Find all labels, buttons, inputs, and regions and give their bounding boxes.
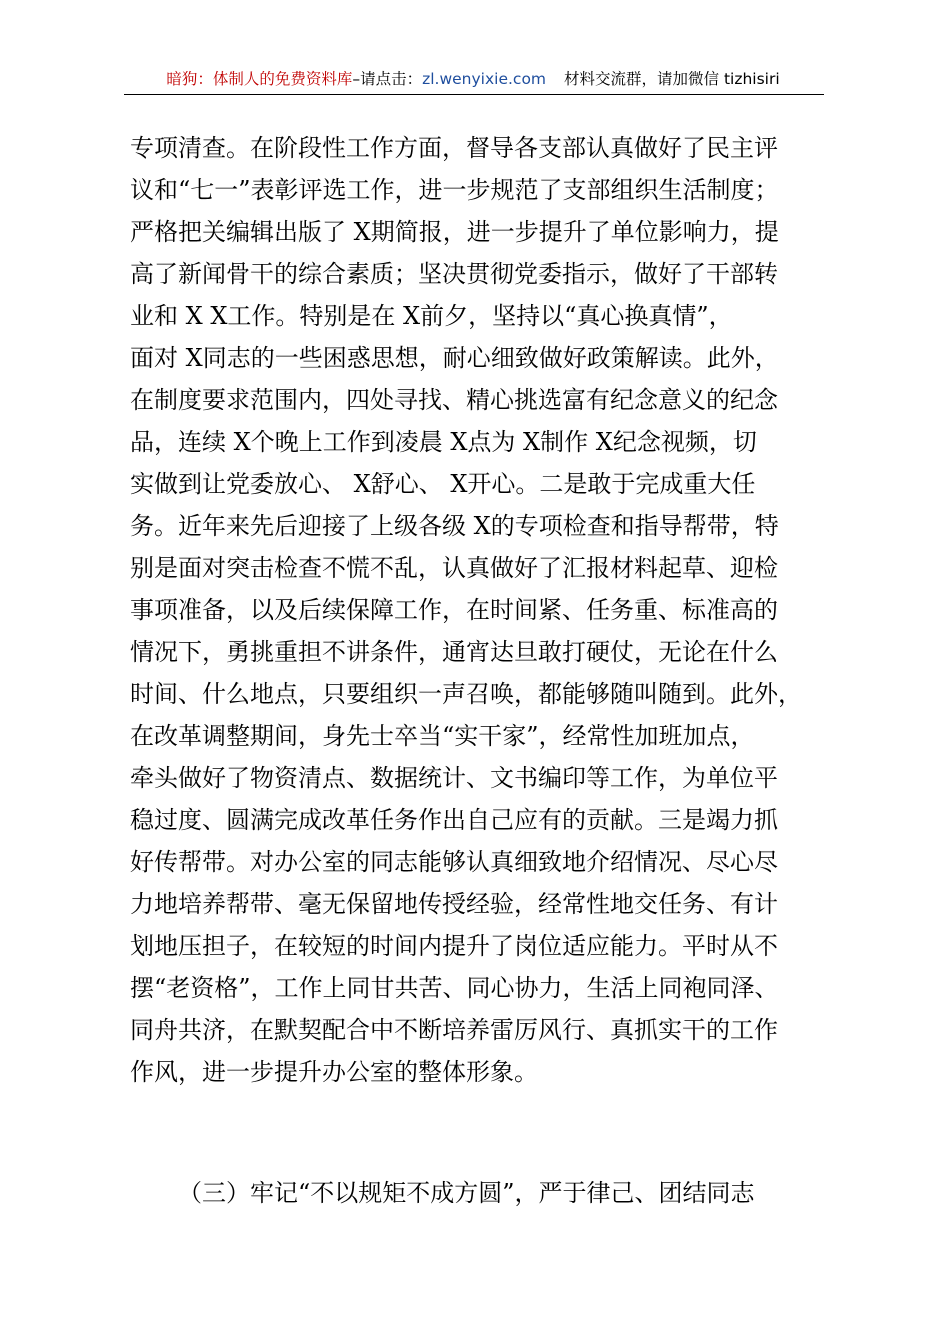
- body-line: 业和 X X工作。特别是在 X前夕，坚持以“真心换真情”，: [130, 302, 733, 330]
- body-line: 实做到让党委放心、 X舒心、 X开心。二是敢于完成重大任: [130, 470, 756, 498]
- body-line: 议和“七一”表彰评选工作，进一步规范了支部组织生活制度；: [130, 176, 779, 204]
- body-line: 在制度要求范围内，四处寻找、精心挑选富有纪念意义的纪念: [130, 386, 778, 414]
- body-line: 力地培养帮带、毫无保留地传授经验，经常性地交任务、有计: [130, 890, 778, 918]
- body-line: 同舟共济，在默契配合中不断培养雷厉风行、真抓实干的工作: [130, 1016, 778, 1044]
- body-line: 在改革调整期间，身先士卒当“实干家”，经常性加班加点，: [130, 722, 755, 750]
- body-line: 专项清查。在阶段性工作方面，督导各支部认真做好了民主评: [130, 134, 778, 162]
- header-url-link[interactable]: zl.wenyixie.com: [422, 70, 547, 88]
- body-line: 好传帮带。对办公室的同志能够认真细致地介绍情况、尽心尽: [130, 848, 778, 876]
- body-line: 时间、什么地点，只要组织一声召唤，都能够随叫随到。此外，: [130, 680, 802, 708]
- body-line: 牵头做好了物资清点、数据统计、文书编印等工作，为单位平: [130, 764, 778, 792]
- body-line: 品，连续 X个晚上工作到凌晨 X点为 X制作 X纪念视频，切: [130, 428, 757, 456]
- body-line: 作风，进一步提升办公室的整体形象。: [130, 1058, 538, 1086]
- body-line: 情况下，勇挑重担不讲条件，通宵达旦敢打硬仗，无论在什么: [130, 638, 778, 666]
- header-group-note: 材料交流群，请加微信 tizhisiri: [564, 70, 780, 88]
- body-line: 划地压担子，在较短的时间内提升了岗位适应能力。平时从不: [130, 932, 778, 960]
- header-click-prompt: –请点击：: [352, 70, 423, 88]
- section-heading: （三）牢记“不以规矩不成方圆”，严于律己、团结同志: [178, 1179, 755, 1207]
- page-header: [120, 66, 826, 92]
- header-divider: [124, 94, 824, 95]
- body-line: 稳过度、圆满完成改革任务作出自己应有的贡献。三是竭力抓: [130, 806, 778, 834]
- body-line: 别是面对突击检查不慌不乱，认真做好了汇报材料起草、迎检: [130, 554, 778, 582]
- header-brand: 暗狗：体制人的免费资料库: [166, 70, 353, 88]
- body-line: 高了新闻骨干的综合素质；坚决贯彻党委指示，做好了干部转: [130, 260, 778, 288]
- body-paragraph: [130, 127, 830, 1093]
- body-line: 摆“老资格”，工作上同甘共苦、同心协力，生活上同袍同泽、: [130, 974, 779, 1002]
- body-line: 面对 X同志的一些困惑思想，耐心细致做好政策解读。此外，: [130, 344, 779, 372]
- body-line: 事项准备，以及后续保障工作，在时间紧、任务重、标准高的: [130, 596, 778, 624]
- body-line: 务。近年来先后迎接了上级各级 X的专项检查和指导帮带，特: [130, 512, 779, 540]
- body-line: 严格把关编辑出版了 X期简报，进一步提升了单位影响力，提: [130, 218, 779, 246]
